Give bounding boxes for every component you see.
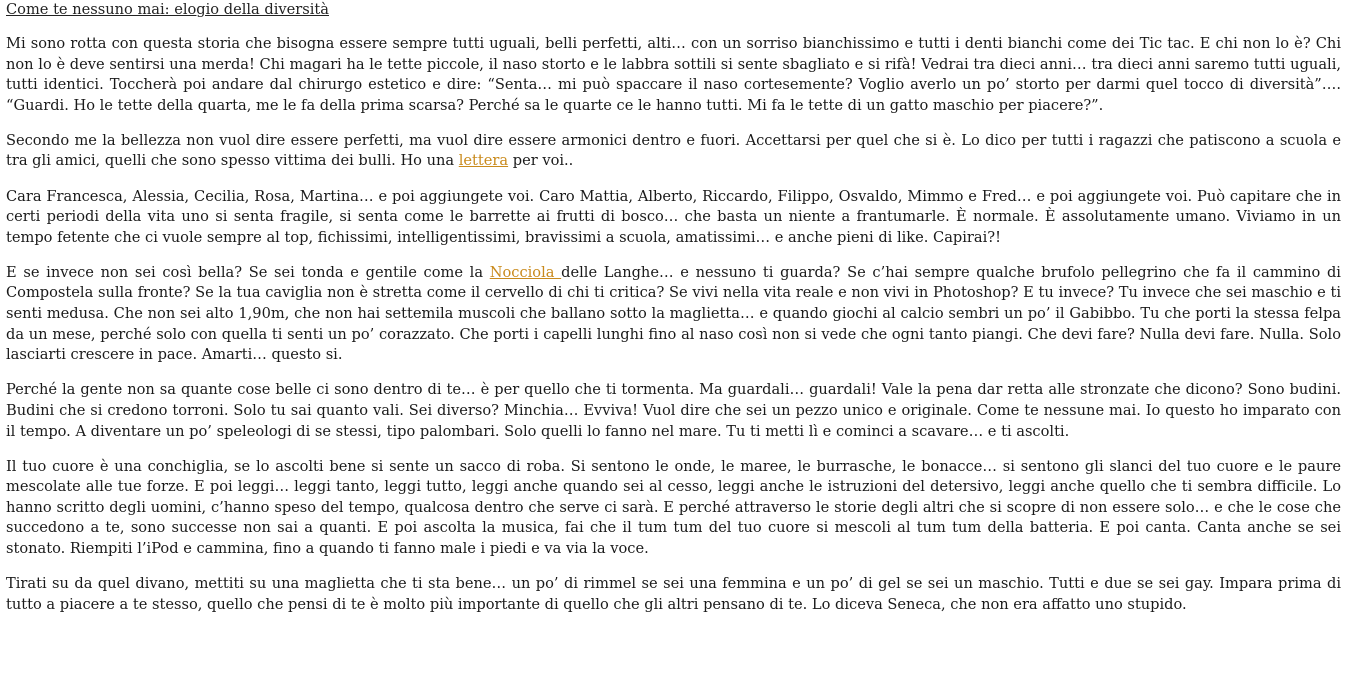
paragraph-5: Perché la gente non sa quante cose belle ci sono dentro di te… è per quello che ti tormenta. Ma guardali… guardali! Vale la pena dar retta alle stronzate che dicono? Sono budini. Budini che si credono torroni. Solo tu sai quanto vali. Sei diverso? Minchia… Evviva! Vuol dire che sei un pezzo unico e originale. Come te nessune mai. Io questo ho imparato con il tempo. A diventare un po’ speleologi di se stessi, tipo palombari. Solo quelli lo fanno nel mare. Tu ti metti lì e cominci a scavare… e ti ascolti. [6, 381, 1341, 440]
lettera-link[interactable]: lettera [458, 152, 509, 170]
nocciola-link[interactable]: Nocciola [489, 263, 562, 281]
paragraph-6: Il tuo cuore è una conchiglia, se lo ascolti bene si sente un sacco di roba. Si sentono le onde, le maree, le burrasche, le bonacce… si sentono gli slanci del tuo cuore e le paure mescolate alle tue forze. E poi leggi… leggi tanto, leggi tutto, leggi anche quando sei al cesso, leggi anche le istruzioni del detersivo, leggi anche quello che ti sembra difficile. Lo hanno scritto degli uomini, c’hanno speso del tempo, qualcosa dentro che serve ci sarà. E perché attraverso le storie degli altri che si scopre di non essere solo… e che le cose che succedono a te, sono successe non sai a quanti. E poi ascolta la musica, fai che il tum tum del tuo cuore si mescoli al tum tum della batteria. E poi canta. Canta anche se sei stonato. Riempiti l’iPod e cammina, fino a quando ti fanno male i piedi e va via la voce. [6, 457, 1341, 557]
article [6, 0, 1341, 630]
paragraph-4-text-after: delle Langhe… e nessuno ti guarda? Se c’hai sempre qualche brufolo pellegrino che fa il cammino di Compostela sulla fronte? Se la tua caviglia non è stretta come il cervello di chi ti critica? Se vivi nella vita reale e non vivi in Photoshop? E tu invece? Tu invece che sei maschio e ti senti medusa. Che non sei alto 1,90m, che non hai settemila muscoli che ballano sotto la maglietta… e quando giochi al calcio sembri un po’ il Gabibbo. Tu che porti la stessa felpa da un mese, perché solo con quella ti senti un po’ corazzato. Che porti i capelli lunghi fino al naso così non si vede che ogni tanto piangi. Che devi fare? Nulla devi fare. Nulla. Solo lasciarti crescere in pace. Amarti… questo si. [6, 263, 1341, 364]
article-title-link[interactable]: Come te nessuno mai: elogio della diversità [6, 1, 329, 18]
paragraph-2-text-after: per voi.. [508, 152, 574, 170]
paragraph-2-text-before: Secondo me la bellezza non vuol dire essere perfetti, ma vuol dire essere armonici dentro e fuori. Accettarsi per quel che si è. Lo dico per tutti i ragazzi che patiscono a scuola e tra gli amici, quelli che sono spesso vittima dei bulli. Ho una [6, 131, 1341, 170]
article-title[interactable] [6, 0, 1341, 20]
paragraph-2 [6, 131, 1341, 172]
paragraph-3: Cara Francesca, Alessia, Cecilia, Rosa, Martina… e poi aggiungete voi. Caro Mattia, Alberto, Riccardo, Filippo, Osvaldo, Mimmo e Fred… e poi aggiungete voi. Può capitare che in certi periodi della vita uno si senta fragile, si senta come le barrette ai frutti di bosco… che basta un niente a frantumarle. È normale. È assolutamente umano. Viviamo in un tempo fetente che ci vuole sempre al top, fichissimi, intelligentissimi, bravissimi a scuola, amatissimi… e anche pieni di like. Capirai?! [6, 187, 1341, 246]
paragraph-7: Tirati su da quel divano, mettiti su una maglietta che ti sta bene… un po’ di rimmel se sei una femmina e un po’ di gel se sei un maschio. Tutti e due se sei gay. Impara prima di tutto a piacere a te stesso, quello che pensi di te è molto più importante di quello che gli altri pensano di te. Lo diceva Seneca, che non era affatto uno stupido. [6, 575, 1341, 613]
paragraph-4-text-before: E se invece non sei così bella? Se sei tonda e gentile come la [6, 263, 490, 281]
paragraph-4 [6, 263, 1341, 366]
paragraph-1: Mi sono rotta con questa storia che bisogna essere sempre tutti uguali, belli perfetti, alti… con un sorriso bianchissimo e tutti i denti bianchi come dei Tic tac. E chi non lo è? Chi non lo è deve sentirsi una merda! Chi magari ha le tette piccole, il naso storto e le labbra sottili si sente sbagliato e si rifà! Vedrai tra dieci anni… tra dieci anni saremo tutti uguali, tutti identici. Toccherà poi andare dal chirurgo estetico e dire: “Senta… mi può spaccare il naso cortesemente? Voglio averlo un po’ storto per darmi quel tocco di diversità”…. “Guardi. Ho le tette della quarta, me le fa della prima scarsa? Perché sa le quarte ce le hanno tutti. Mi fa le tette di un gatto maschio per piacere?”. [6, 35, 1341, 114]
